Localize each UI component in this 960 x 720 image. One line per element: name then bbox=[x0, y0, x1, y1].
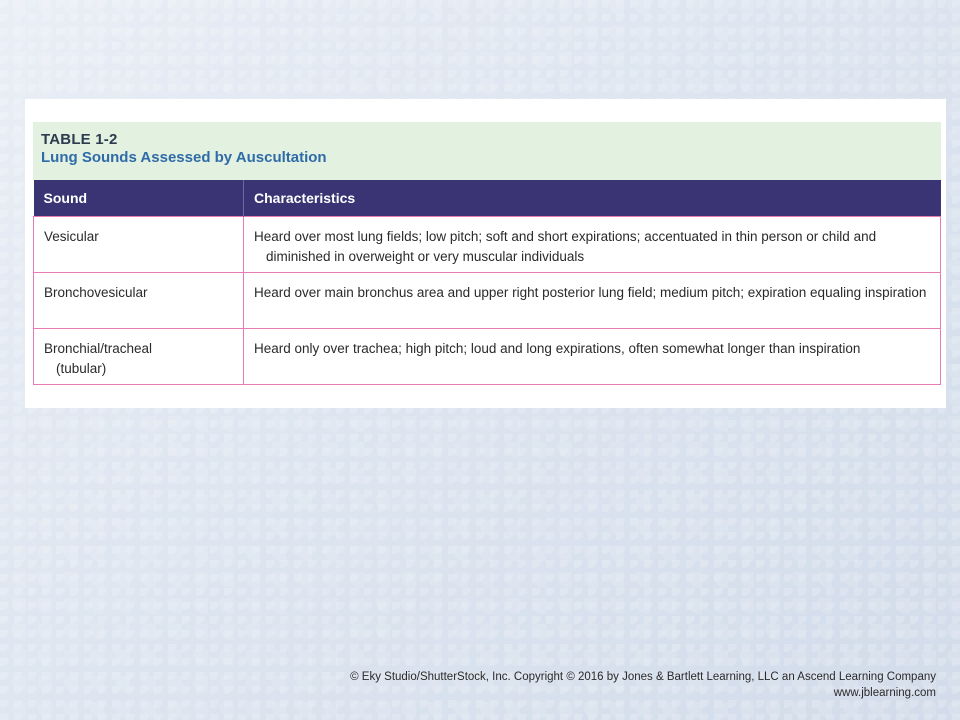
table-number: TABLE 1-2 bbox=[41, 131, 118, 148]
characteristics-cell bbox=[244, 328, 941, 384]
website-text: www.jblearning.com bbox=[833, 687, 936, 699]
lung-sounds-table bbox=[33, 180, 941, 385]
table-container bbox=[33, 122, 941, 385]
sound-cell bbox=[34, 328, 244, 384]
sound-cell bbox=[34, 272, 244, 328]
table-caption: Lung Sounds Assessed by Auscultation bbox=[41, 149, 327, 166]
sound-cell bbox=[34, 216, 244, 272]
characteristics-cell bbox=[244, 272, 941, 328]
sound-text: Vesicular bbox=[44, 228, 99, 244]
copyright-text: © Eky Studio/ShutterStock, Inc. Copyright © 2016 by Jones & Bartlett Learning, LLC an Ascend Learning Company bbox=[350, 671, 936, 683]
table-panel bbox=[25, 99, 946, 408]
sound-text: Bronchial/tracheal (tubular) bbox=[44, 340, 153, 376]
copyright-footer bbox=[350, 669, 936, 701]
table-header-row bbox=[34, 180, 941, 216]
table-row bbox=[34, 272, 941, 328]
table-row bbox=[34, 328, 941, 384]
characteristics-cell bbox=[244, 216, 941, 272]
sound-text: Bronchovesicular bbox=[44, 284, 148, 300]
table-title-block bbox=[33, 122, 941, 180]
table-row bbox=[34, 216, 941, 272]
characteristics-text: Heard over main bronchus area and upper right posterior lung field; medium pitch; expiration equaling inspiration bbox=[254, 284, 927, 300]
header-characteristics: Characteristics bbox=[244, 180, 941, 216]
characteristics-text: Heard only over trachea; high pitch; loud and long expirations, often somewhat longer than inspiration bbox=[254, 340, 861, 356]
header-sound: Sound bbox=[34, 180, 244, 216]
characteristics-text: Heard over most lung fields; low pitch; soft and short expirations; accentuated in thin person or child and diminished in overweight or very muscular individuals bbox=[254, 228, 877, 264]
